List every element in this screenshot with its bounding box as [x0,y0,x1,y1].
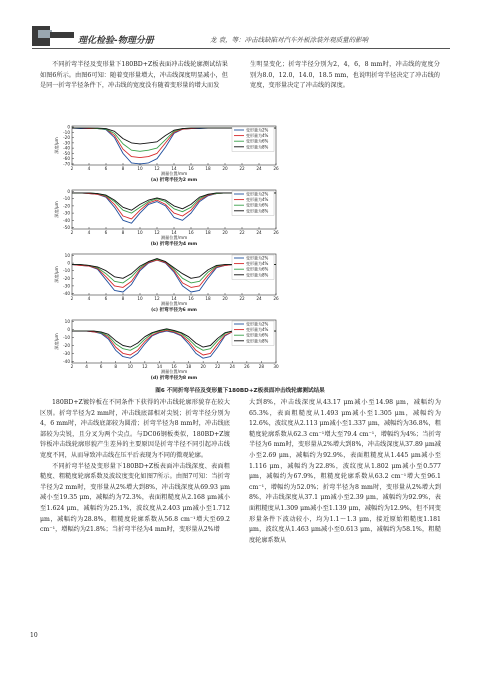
legend-label: 变形量为4% [246,327,269,333]
y-tick-label: -40 [63,217,70,223]
legend-label: 变形量为8% [246,144,269,150]
legend-label: 变形量为4% [246,133,269,139]
x-axis-label: 测量位置/mm [160,369,188,374]
intro-left-paragraph: 不同折弯半径及变形量下180BD+Z板表面冲击线轮廓测试结果如图6所示。由图6可知：随着变形量增大，冲击线深度明显减小，但是同一折弯半径条件下，冲击线的宽度没有随着变形量的增大而发 [40,61,228,90]
x-tick-label: 12 [142,364,148,369]
x-axis-label: 测量位置/mm [160,301,188,306]
y-tick-label: -40 [63,145,70,151]
y-tick-label: -20 [63,135,70,141]
x-tick-label: 18 [205,166,211,171]
x-tick-label: 2 [70,364,74,369]
legend-label: 变形量为8% [246,338,269,344]
legend-label: 变形量为6% [246,266,269,272]
y-tick-label: -10 [63,196,70,202]
legend-label: 变形量为4% [246,197,269,203]
y-tick-label: -40 [63,290,70,296]
figure-caption: 图6 不同折弯半径及变形量下180BD+Z板表面冲击线轮廓测试结果 [155,388,325,394]
legend-label: 变形量为8% [246,208,269,214]
chart-subtitle: (a) 折弯半径为2 mm [150,178,198,183]
x-tick-label: 2 [70,166,74,171]
x-tick-label: 20 [200,364,206,369]
x-tick-label: 2 [70,230,74,235]
y-tick-label: -10 [63,335,70,341]
chart-subtitle: (d) 折弯半径为8 mm [150,376,198,381]
y-tick-label: -20 [63,275,70,281]
y-axis-label: 深度/μm [54,333,59,350]
y-tick-label: -60 [63,156,70,162]
x-tick-label: 8 [114,364,118,369]
y-tick-label: -40 [63,358,70,364]
x-tick-label: 18 [185,364,192,369]
y-tick-label: 0 [67,260,70,266]
body-left-paragraph-2: 不同折弯半径及变形量下180BD+Z板表面冲击线深度、表面粗糙度、粗糙度轮廓系数及波纹度变化如图7所示。由图7可知：当折弯半径为2 mm时，变形量从2%增大到8%，冲击线深度从69.93 μm减小至19.35 μm，减幅约为72.3%，表面粗糙度从2.168 μm减小至1.624 μm，减幅约为25.1%，波纹度从2.403 μm减小至1.712 μm，减幅约为28.8%，粗糙度轮廓系数从56.8 cm⁻¹增大至69.2 cm⁻¹，增幅约为21.8%；当折弯半径为4 mm时，变形量从2%增 [40,462,230,534]
x-tick-label: 26 [273,166,279,171]
x-tick-label: 8 [121,230,125,235]
x-tick-label: 16 [188,296,194,301]
body-left-paragraph-1: 180BD+Z镀锌板在不同条件下获得的冲击线轮廓形貌存在较大区别。折弯半径为2 mm时，冲击线底部相对尖锐；折弯半径分别为4，6 mm时，冲击线底部较为圆滑；折弯半径为8 mm时，冲击线底部较为尖锐，且分叉为两个尖点。与DC06钢板类似，180BD+Z镀锌板冲击线轮廓形貌产生差异的主要原因是折弯半径不同引起冲击线宽度不同，从而导致冲击线在压平后表现为不同的微观轮廓。 [40,399,230,459]
x-tick-label: 22 [239,166,245,171]
x-tick-label: 24 [256,296,262,301]
y-tick-label: -30 [63,283,70,289]
intro-left-column [40,60,228,92]
y-tick-label: 0 [67,124,70,130]
y-tick-label: -20 [63,342,70,348]
y-axis-label: 深度/μm [54,266,59,283]
chart-d [36,317,388,383]
legend-label: 变形量为6% [246,202,269,208]
y-tick-label: -10 [63,268,70,274]
chart-a [36,123,388,185]
running-title: 龙 袁，等：冲击线缺陷对汽车外板涂装外观质量的影响 [210,36,369,44]
x-tick-label: 18 [205,230,211,235]
legend-label: 变形量为4% [246,261,269,267]
x-tick-label: 16 [171,364,177,369]
legend-label: 变形量为2% [246,191,269,197]
x-tick-label: 10 [137,230,143,235]
x-tick-label: 6 [104,230,108,235]
body-right-paragraph-1: 大到8%，冲击线深度从43.17 μm减小至14.98 μm，减幅约为65.3%，表面粗糙度从1.493 μm减小至1.305 μm，减幅约为12.6%，波纹度从2.113 μm减小至1.337 μm，减幅约为36.8%，粗糙度轮廓系数从62.3 cm⁻¹增大至79.4 cm⁻¹，增幅约为4%；当折弯半径为6 mm时，变形量从2%增大到8%，冲击线深度从37.89 μm减小至2.69 μm，减幅约为92.9%，表面粗糙度从1.445 μm减小至1.116 μm，减幅约为22.8%，波纹度从1.802 μm减小至0.577 μm，减幅约为67.9%，粗糙度轮廓系数从63.2 cm⁻¹增大至96.1 cm⁻¹，增幅约为52.0%；折弯半径为8 mm时，变形量从2%增大到8%，冲击线深度从37.1 μm减小至2.39 μm，减幅约为92.9%，表面粗糙度从1.309 μm减小至1.139 μm，减幅约为12.9%，但不同变形量条件下波动较小，均为1.1～1.3 μm，接近原始粗糙度1.181 μm，波纹度从1.463 μm减小至0.613 μm，减幅约为58.1%，粗糙度轮廓系数从 [249,399,441,544]
x-tick-label: 26 [244,364,250,369]
x-tick-label: 12 [154,296,160,301]
x-tick-label: 16 [188,166,194,171]
x-tick-label: 24 [229,364,235,369]
x-tick-label: 22 [239,230,245,235]
x-tick-label: 20 [222,166,228,171]
y-tick-label: -30 [63,140,70,146]
legend-label: 变形量为2% [246,127,269,133]
journal-title: 理化检验-物理分册 [78,36,154,46]
legend-label: 变形量为6% [246,332,269,338]
x-tick-label: 10 [137,166,143,171]
x-tick-label: 18 [205,296,211,301]
page-number: 10 [30,632,38,639]
y-tick-label: -70 [63,161,70,167]
x-tick-label: 8 [121,296,125,301]
x-tick-label: 24 [256,230,262,235]
chart-b [36,187,388,249]
x-tick-label: 12 [154,230,160,235]
x-tick-label: 10 [137,296,143,301]
y-tick-label: -50 [63,150,70,156]
x-tick-label: 10 [127,364,133,369]
legend-label: 变形量为8% [246,272,269,278]
x-tick-label: 24 [256,166,262,171]
x-tick-label: 4 [85,364,88,369]
x-tick-label: 28 [258,364,265,369]
x-tick-label: 2 [70,296,74,301]
y-tick-label: 0 [67,327,70,333]
x-tick-label: 4 [87,230,91,235]
y-tick-label: -30 [63,210,70,216]
x-tick-label: 20 [222,230,228,235]
y-tick-label: 10 [64,253,70,259]
x-tick-label: 6 [104,166,108,171]
y-tick-label: 0 [67,188,70,194]
x-tick-label: 6 [99,364,103,369]
x-tick-label: 6 [104,296,108,301]
x-tick-label: 30 [273,364,279,369]
y-axis-label: 深度/μm [54,137,59,154]
intro-right-column [250,60,440,92]
y-axis-label: 深度/μm [54,201,59,218]
legend-label: 变形量为2% [246,255,269,261]
intro-right-paragraph: 生明显变化；折弯半径分别为2，4，6，8 mm时，冲击线的宽度分别为8.0，12.0，14.0，18.5 mm，也说明折弯半径决定了冲击线的宽度，变形量决定了冲击线的深度。 [250,61,440,90]
chart-subtitle: (b) 折弯半径为4 mm [150,242,198,247]
x-tick-label: 14 [171,166,177,171]
x-tick-label: 20 [222,296,228,301]
x-tick-label: 14 [171,296,177,301]
y-tick-label: 10 [64,319,70,325]
x-tick-label: 22 [239,296,245,301]
chart-subtitle: (c) 折弯半径为6 mm [151,308,197,313]
x-tick-label: 14 [156,364,163,369]
x-tick-label: 26 [273,296,279,301]
x-tick-label: 4 [87,296,91,301]
x-tick-label: 12 [154,166,160,171]
header-rule [32,48,450,49]
y-tick-label: -50 [63,225,70,231]
x-tick-label: 4 [87,166,91,171]
legend-label: 变形量为6% [246,138,269,144]
chart-c [36,251,388,315]
x-axis-label: 测量位置/mm [160,171,188,176]
x-tick-label: 16 [188,230,194,235]
y-tick-label: -20 [63,203,70,209]
x-tick-label: 8 [121,166,125,171]
y-tick-label: -30 [63,350,70,356]
legend-label: 变形量为2% [246,321,269,327]
x-tick-label: 26 [273,230,279,235]
x-tick-label: 22 [215,364,221,369]
y-tick-label: -10 [63,129,70,135]
body-right-column [249,398,441,546]
x-axis-label: 测量位置/mm [160,235,188,240]
body-left-column [40,398,230,536]
x-tick-label: 14 [171,230,177,235]
